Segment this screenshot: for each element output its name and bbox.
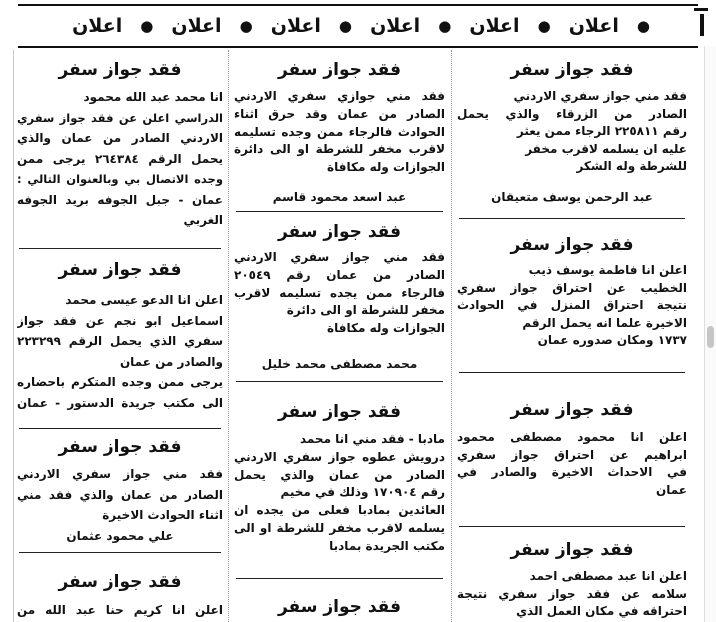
ad-text-line: الصادر من الزرقاء والذي يحمل	[457, 106, 687, 121]
ad-separator	[459, 218, 685, 219]
ad-title: فقد جواز سفر	[58, 260, 182, 280]
bullet-icon: ●	[537, 17, 551, 35]
ad-body	[234, 249, 445, 338]
ad-text-line: مخفر للشرطة او الى دائرة	[286, 303, 445, 318]
ad-text-line: الجوازات وله مكافاة	[327, 321, 445, 336]
ad-separator	[19, 248, 221, 249]
header-label: اعلان	[370, 15, 421, 37]
classified-ad	[234, 59, 445, 206]
ad-text-line: فقد مني جواز سفري الاردني	[234, 250, 445, 264]
column-right	[457, 0, 687, 622]
ad-body	[17, 600, 223, 621]
ad-text-line: درويش عطوه جواز سفري الاردني	[234, 449, 445, 464]
ad-text-line: لاقرب مخفر للشرطة او الى دائرة	[234, 142, 445, 157]
classified-ad	[457, 399, 687, 499]
ad-text-line: عمان	[656, 482, 687, 497]
ad-text-line: اعلن انا فاطمة يوسف ذيب	[528, 263, 687, 277]
ad-text-line: مكتب الجريدة بمادبا	[329, 538, 445, 553]
ad-body	[234, 431, 445, 556]
ad-separator	[236, 211, 443, 212]
ad-text-line: للشرطة وله الشكر	[576, 159, 687, 173]
classified-ad	[17, 59, 223, 231]
ad-body	[234, 88, 445, 177]
ad-text-line: مادبا - فقد مني انا محمد	[299, 432, 445, 446]
ad-text-line: فقد مني جواز سفري الاردني	[513, 89, 687, 103]
ad-title: فقد جواز سفر	[277, 222, 402, 242]
ad-text-line: اثناء الحوادث الاخيرة	[102, 508, 223, 522]
ad-text-line: الصادر من عمان رقم ٢٠٥٤٩	[234, 267, 445, 282]
ad-text-line: اعلن انا عبد مصطفى احمد	[529, 569, 687, 583]
ad-title: فقد جواز سفر	[510, 540, 634, 560]
ad-text-line: يرجى ممن وجده المتكرم باحضاره	[17, 375, 223, 389]
ad-text-line: فقد مني جواز سفري الاردني	[17, 467, 223, 481]
column-divider	[451, 50, 452, 622]
classified-ad	[234, 221, 445, 373]
ad-text-line: اعلن انا كريم حنا عبد الله من	[17, 603, 223, 617]
bullet-icon: ●	[140, 17, 154, 35]
ad-text-line: اسماعيل ابو نجم عن فقد جواز	[17, 313, 223, 328]
scan-artifact	[700, 14, 704, 36]
ad-body	[457, 88, 687, 176]
header-label: اعلان	[72, 15, 123, 37]
ad-text-line: ١٧٣٧ ومكان صدوره عمان	[537, 333, 687, 347]
ad-text-line: عمان - جبل الجوفه بريد الجوفه	[17, 192, 223, 207]
column-left	[17, 0, 223, 622]
column-divider	[228, 50, 229, 622]
ad-text-line: الصادر من عمان وقد حرق اثناء	[234, 106, 445, 121]
ad-text-line: العائدين بمادبا فعلى من يجده ان	[234, 503, 445, 518]
ad-text-line: احتراقه في مكان العمل الذي	[516, 604, 687, 618]
ad-title: فقد جواز سفر	[58, 60, 182, 80]
ad-text-line: الغربي	[183, 213, 223, 227]
scan-artifact	[694, 8, 708, 11]
ad-text-line: انا محمد عبد الله محمود	[83, 90, 223, 104]
header-label: اعلان	[270, 15, 321, 37]
ad-text-line: رقم ٢٢٥٨١١ الرجاء ممن يعثر	[516, 124, 687, 138]
ad-text-line: الاردني الصادر من عمان والذي	[17, 131, 223, 145]
classified-ad	[17, 571, 223, 621]
classified-ad	[17, 259, 223, 413]
ad-text-line: عليه ان يسلمه لاقرب مخفر	[525, 141, 687, 156]
ad-text-line: والصادر من عمان	[119, 354, 223, 369]
ad-body	[17, 290, 223, 413]
ad-text-line: الصادر من عمان والذي يحمل	[234, 467, 445, 482]
ad-signature: عبد الرحمن يوسف متعيقان	[491, 189, 653, 204]
ad-title: فقد جواز سفر	[58, 572, 182, 592]
ad-title: فقد جواز سفر	[277, 402, 402, 422]
bullet-icon: ●	[338, 17, 353, 35]
ad-signature: عبد اسعد محمود قاسم	[272, 189, 407, 204]
ad-separator	[236, 578, 443, 579]
page-edge-line	[13, 50, 14, 622]
classified-ad	[234, 401, 445, 556]
ad-text-line: وجده الاتصال بي وبالعنوان التالي :	[17, 172, 223, 186]
classified-ad	[457, 234, 687, 350]
ad-text-line: يسلمه لاقرب مخفر للشرطة او الى	[234, 520, 445, 535]
ad-separator	[19, 552, 221, 553]
column-middle	[234, 0, 445, 622]
ad-text-line: الدراسي اعلن عن فقد جواز سفري	[17, 110, 223, 125]
bullet-icon: ●	[636, 17, 650, 35]
classified-ad	[234, 596, 445, 622]
ad-title: فقد جواز سفر	[277, 597, 402, 617]
ad-text-line: الخطيب عن احتراق جواز سفري	[457, 280, 687, 295]
classified-ad	[457, 539, 687, 621]
classified-ad	[17, 436, 223, 545]
ad-text-line: الصادر من عمان والذي فقد مني	[17, 487, 223, 502]
ad-body	[17, 87, 223, 231]
ad-body	[457, 262, 687, 350]
ad-text-line: الحوادث فالرجاء ممن وجده تسليمه	[234, 124, 445, 139]
classified-ad	[457, 59, 687, 206]
header-label: اعلان	[469, 15, 520, 37]
ad-title: فقد جواز سفر	[510, 400, 634, 420]
ad-title: فقد جواز سفر	[510, 60, 634, 80]
header-label: اعلان	[171, 15, 222, 37]
scrollbar-thumb[interactable]	[707, 326, 714, 348]
ad-separator	[459, 372, 685, 373]
ad-body	[457, 429, 687, 499]
ad-text-line: ابراهيم عن احتراق جواز سفري	[457, 447, 687, 462]
ad-text-line: نتيجة احتراق المنزل في الحوادث	[457, 298, 687, 312]
ad-text-line: الى مكتب جريدة الدستور - عمان	[17, 395, 223, 410]
ad-separator	[236, 381, 443, 382]
ad-body	[17, 464, 223, 526]
ad-signature: علي محمود عثمان	[66, 528, 174, 543]
ad-title: فقد جواز سفر	[510, 235, 634, 255]
ad-signature: محمد مصطفى محمد خليل	[261, 356, 418, 371]
ad-text-line: الاخيرة علما انه يحمل الرقم	[522, 315, 687, 330]
bullet-icon: ●	[438, 17, 452, 35]
ad-text-line: في الاحداث الاخيرة والصادر في	[457, 465, 687, 479]
header-label: اعلان	[568, 15, 619, 37]
ad-text-line: رقم ١٧٠٩٠٤ وذلك في مخيم	[280, 485, 445, 500]
ad-separator	[459, 526, 685, 527]
ad-text-line: سفري الذي يحمل الرقم ٢٢٣٢٩٩	[17, 334, 223, 348]
ad-title: فقد جواز سفر	[58, 437, 182, 457]
ad-text-line: سلامه عن فقد جواز سفري نتيجة	[457, 586, 687, 601]
ad-title: فقد جواز سفر	[277, 60, 402, 80]
ad-separator	[19, 428, 221, 429]
bullet-icon: ●	[239, 17, 253, 35]
ad-text-line: الجوازات وله مكافاة	[327, 160, 445, 175]
ad-body	[457, 568, 687, 621]
ad-text-line: فقد مني جوازي سفري الاردني	[234, 89, 445, 103]
ad-text-line: فالرجاء ممن يجده تسليمه لاقرب	[234, 285, 445, 300]
ad-text-line: اعلن انا محمود مصطفى محمود	[457, 430, 687, 444]
ad-text-line: يحمل الرقم ٢٦٤٣٨٤ يرجى ممن	[17, 151, 223, 166]
ad-text-line: اعلن انا الدعو عيسى محمد	[65, 293, 223, 307]
